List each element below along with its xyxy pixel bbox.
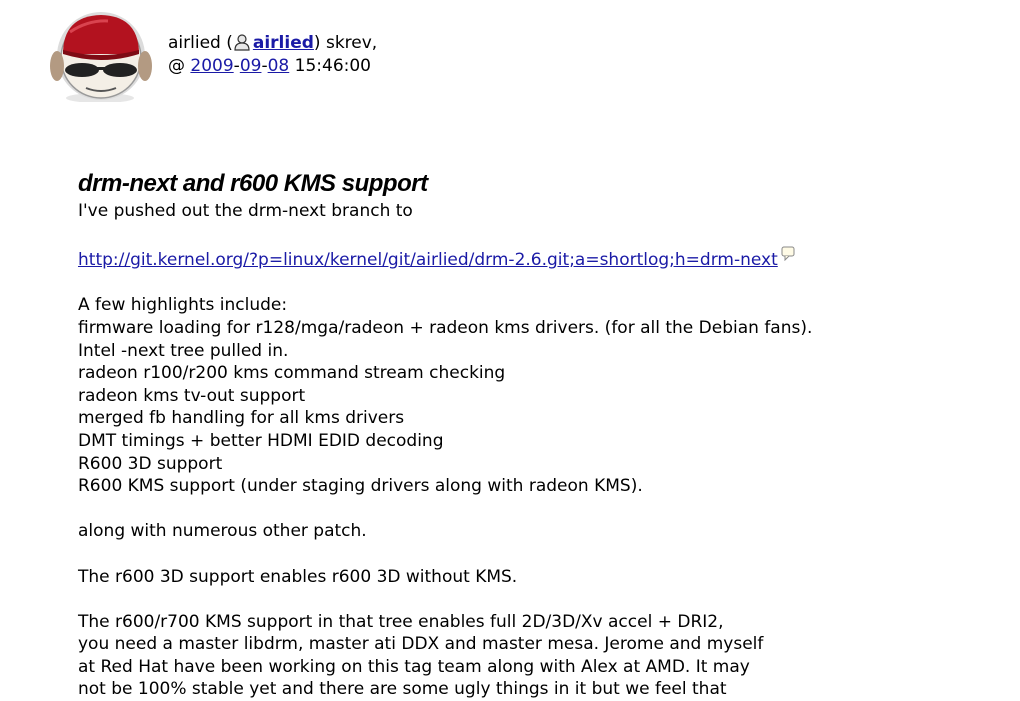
paragraph-r600-3d: The r600 3D support enables r600 3D without KMS.: [78, 566, 518, 587]
author-name: airlied: [168, 33, 221, 53]
user-avatar[interactable]: [48, 10, 154, 102]
date-day-link[interactable]: 08: [267, 55, 290, 76]
post-entry: [78, 168, 998, 701]
highlight-item: merged fb handling for all kms drivers: [78, 408, 405, 429]
paragraph-kms-line: The r600/r700 KMS support in that tree enables full 2D/3D/Xv accel + DRI2,: [78, 611, 724, 632]
git-shortlog-link[interactable]: http://git.kernel.org/?p=linux/kernel/git/airlied/drm-2.6.git;a=shortlog;h=drm-next: [78, 250, 778, 271]
post-time: 15:46:00: [294, 55, 371, 76]
highlight-item: Intel -next tree pulled in.: [78, 340, 289, 361]
paragraph-kms-line: not be 100% stable yet and there are some ugly things in it but we feel that: [78, 679, 727, 700]
paragraph-kms-line: you need a master libdrm, master ati DDX and master mesa. Jerome and myself: [78, 634, 764, 655]
highlight-item: radeon r100/r200 kms command stream checking: [78, 363, 506, 384]
user-icon: [233, 33, 251, 51]
byline-verb: skrev,: [325, 33, 378, 53]
highlights-heading: A few highlights include:: [78, 295, 288, 316]
post-intro: I've pushed out the drm-next branch to: [78, 201, 413, 221]
date-month-link[interactable]: 09: [239, 55, 262, 76]
highlight-item: DMT timings + better HDMI EDID decoding: [78, 430, 444, 451]
external-link-icon: [780, 245, 796, 261]
date-year-link[interactable]: 2009: [190, 55, 234, 76]
username-link[interactable]: airlied: [252, 33, 314, 53]
paragraph-other-patches: along with numerous other patch.: [78, 521, 367, 542]
highlight-item: firmware loading for r128/mga/radeon + radeon kms drivers. (for all the Debian fans).: [78, 317, 813, 338]
paragraph-kms-line: at Red Hat have been working on this tag team along with Alex at AMD. It may: [78, 656, 750, 677]
highlight-item: R600 3D support: [78, 453, 223, 474]
highlight-item: radeon kms tv-out support: [78, 385, 306, 406]
post-title: drm-next and r600 KMS support: [78, 170, 428, 197]
byline-date-row: @ 2009-09-08 15:46:00: [168, 55, 371, 76]
byline-author-row: airlied ( airlied) skrev,: [168, 33, 378, 53]
highlight-item: R600 KMS support (under staging drivers along with radeon KMS).: [78, 476, 643, 497]
post-link-row: [78, 245, 998, 272]
byline: [168, 32, 377, 77]
post-header: [48, 10, 648, 105]
